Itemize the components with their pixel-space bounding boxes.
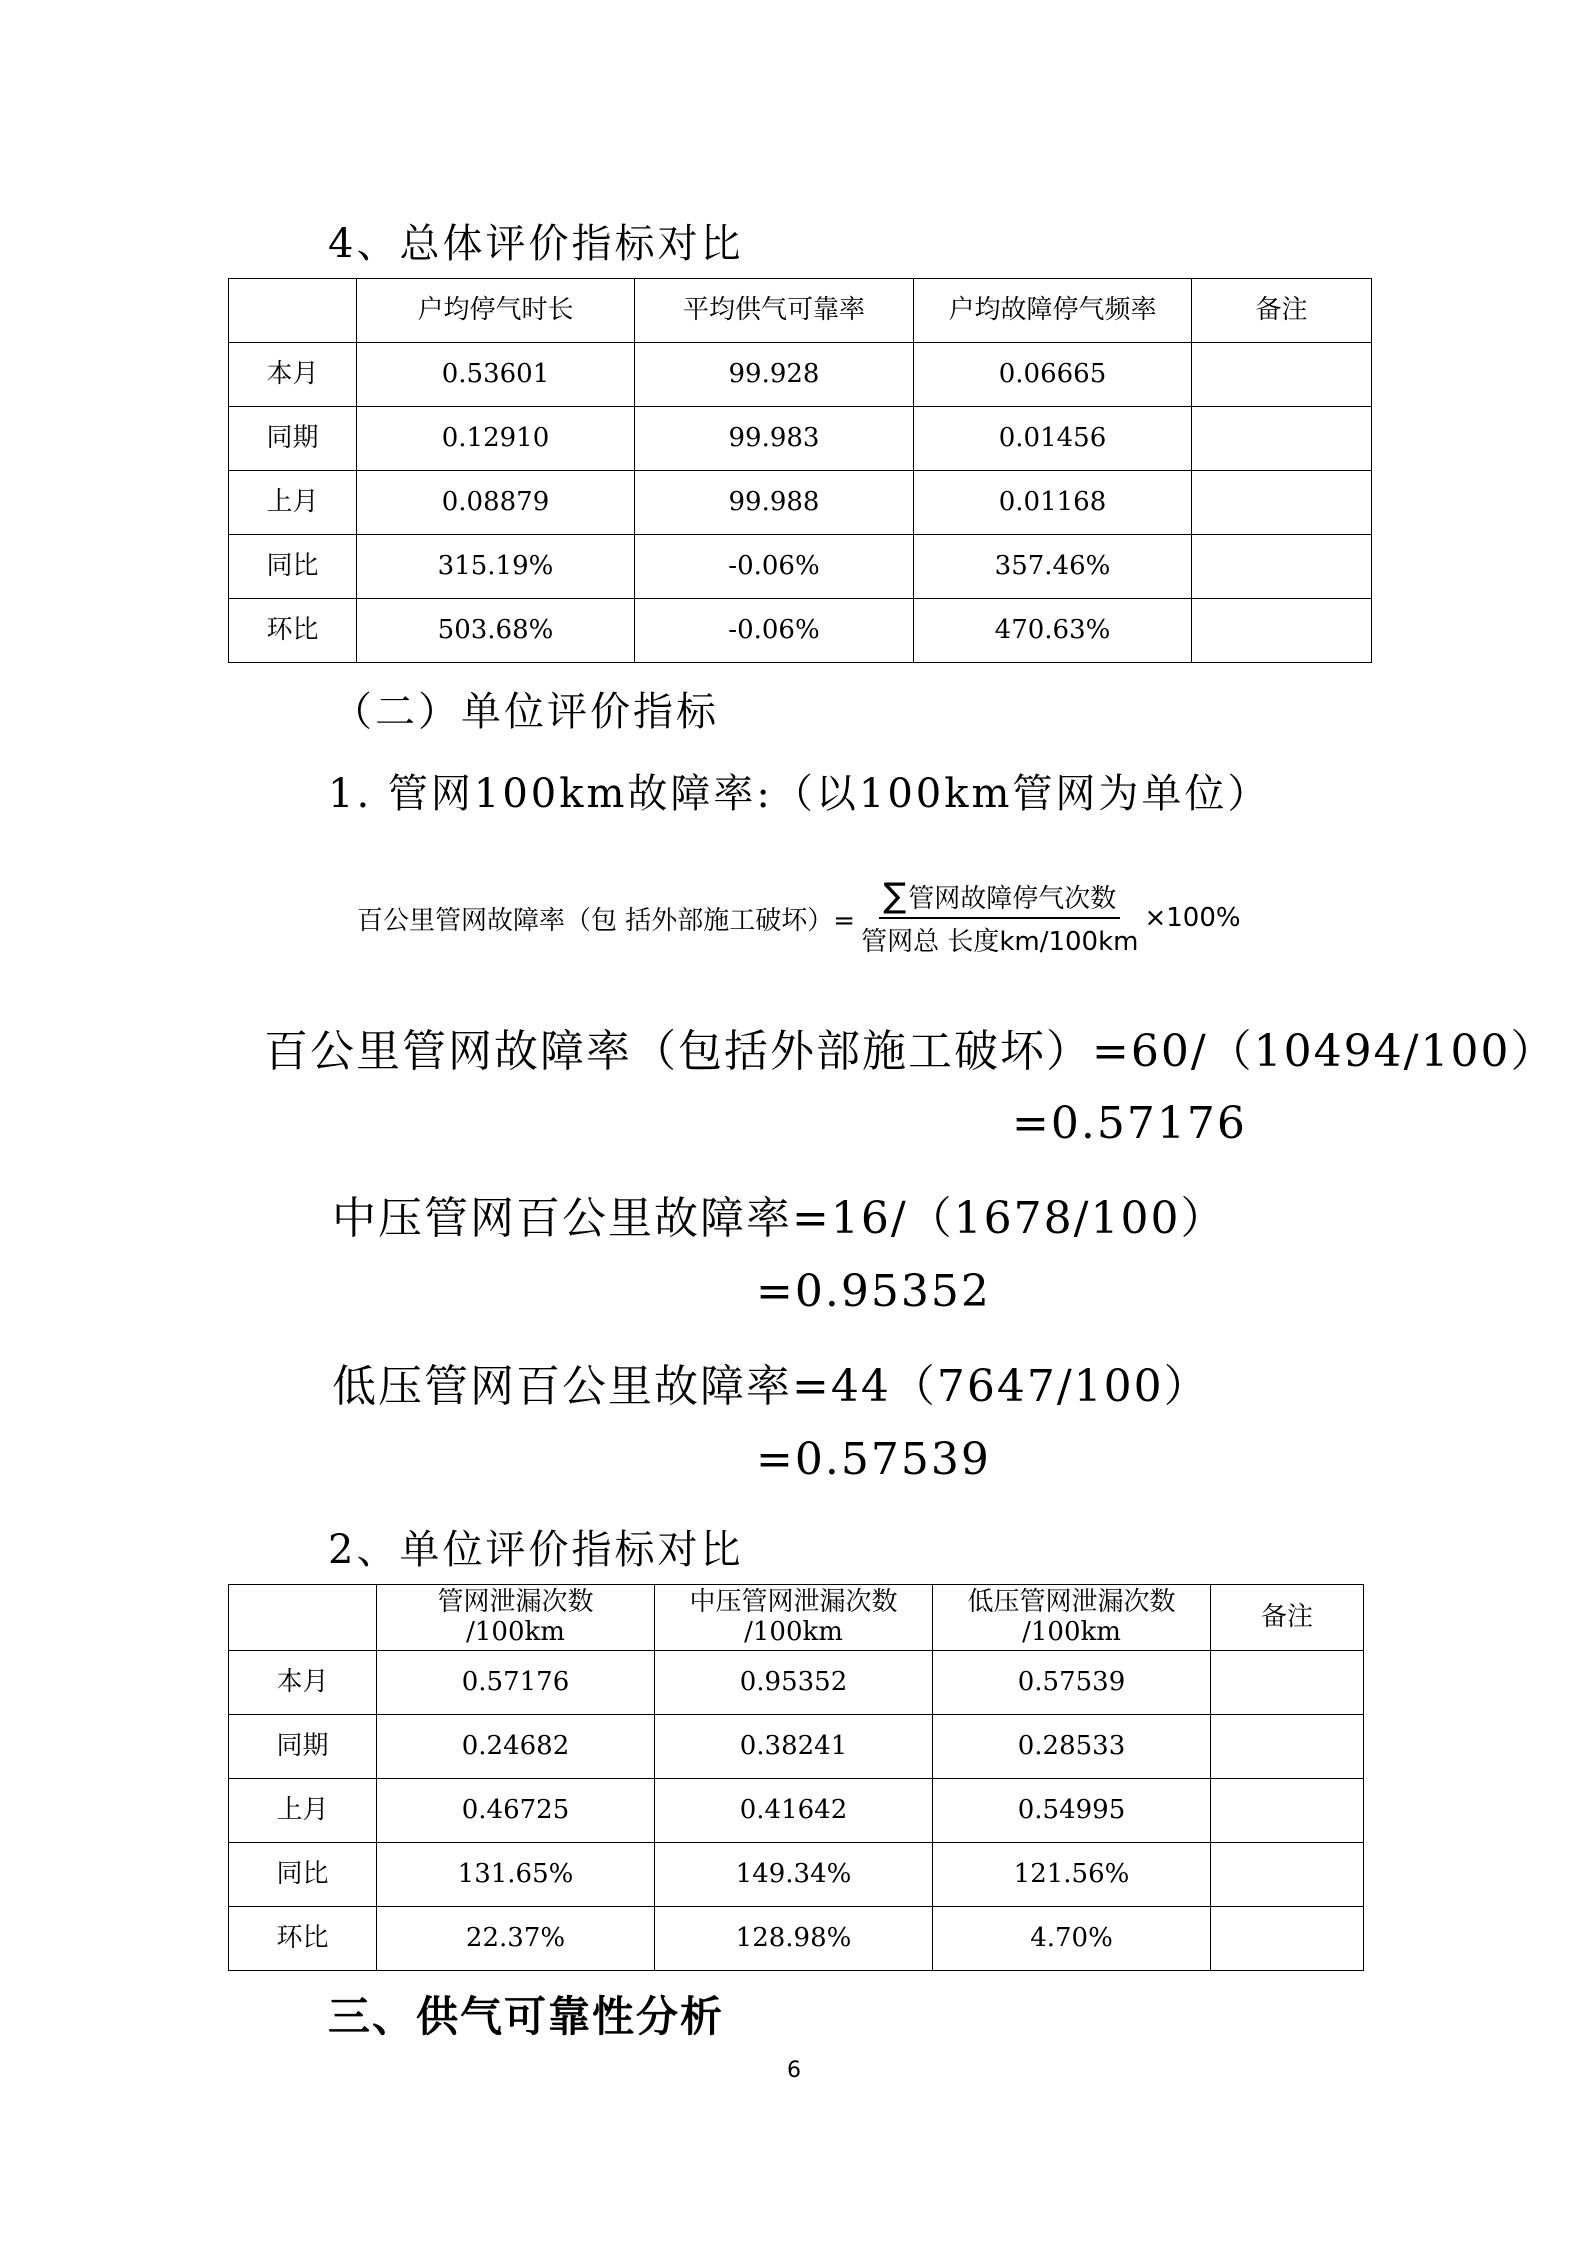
row-label: 同期 (229, 407, 357, 471)
table-cell (1211, 1907, 1364, 1971)
row-label: 同期 (229, 1715, 377, 1779)
table-cell (1192, 599, 1372, 663)
header-cell: 平均供气可靠率 (635, 279, 914, 343)
table-cell (1211, 1715, 1364, 1779)
table-cell: 121.56% (933, 1843, 1211, 1907)
overall-indicator-table (228, 278, 1372, 663)
table-cell (1211, 1651, 1364, 1715)
header-cell: 备注 (1211, 1585, 1364, 1651)
table-cell: 0.08879 (357, 471, 635, 535)
calc-line-total: 百公里管网故障率（包括外部施工破坏）=60/（10494/100） (264, 1026, 1557, 1077)
formula-denominator: 管网总 长度km/100km (861, 927, 1139, 957)
calc-result-low: =0.57539 (756, 1434, 991, 1485)
table-row (229, 1843, 1364, 1907)
fault-rate-formula (357, 878, 1241, 958)
calc-result-total: =0.57176 (1012, 1098, 1247, 1149)
table-cell: 0.01168 (914, 471, 1192, 535)
header-cell (229, 279, 357, 343)
table-cell: 0.24682 (377, 1715, 655, 1779)
subsection-title: （二）单位评价指标 (332, 689, 719, 735)
table-cell: 99.988 (635, 471, 914, 535)
table-cell: 128.98% (655, 1907, 933, 1971)
row-label: 同比 (229, 1843, 377, 1907)
table-cell: 0.06665 (914, 343, 1192, 407)
table-cell: 315.19% (357, 535, 635, 599)
table-cell (1192, 407, 1372, 471)
table-cell: 503.68% (357, 599, 635, 663)
section4-title: 4、总体评价指标对比 (328, 221, 744, 267)
header-cell: 户均停气时长 (357, 279, 635, 343)
header-cell: 管网泄漏次数 /100km (377, 1585, 655, 1651)
table-row (229, 1651, 1364, 1715)
table-row (229, 407, 1372, 471)
header-cell (229, 1585, 377, 1651)
table-cell: -0.06% (635, 535, 914, 599)
header-cell: 中压管网泄漏次数 /100km (655, 1585, 933, 1651)
table-cell (1192, 471, 1372, 535)
table-header-row (229, 279, 1372, 343)
item1-title: 1. 管网100km故障率:（以100km管网为单位） (328, 771, 1271, 817)
page-number: 6 (787, 2058, 801, 2083)
formula-fraction (861, 878, 1138, 958)
row-label: 本月 (229, 1651, 377, 1715)
table-row (229, 1907, 1364, 1971)
table-cell: 0.01456 (914, 407, 1192, 471)
table-row (229, 1779, 1364, 1843)
row-label: 上月 (229, 471, 357, 535)
table-cell (1211, 1779, 1364, 1843)
calc-line-low: 低压管网百公里故障率=44（7647/100） (332, 1361, 1210, 1412)
table-cell: 0.57176 (377, 1651, 655, 1715)
table-cell (1192, 343, 1372, 407)
table-cell: 0.46725 (377, 1779, 655, 1843)
calc-result-medium: =0.95352 (756, 1266, 991, 1317)
row-label: 本月 (229, 343, 357, 407)
table-cell: 357.46% (914, 535, 1192, 599)
table-cell: 0.28533 (933, 1715, 1211, 1779)
unit-indicator-table (228, 1584, 1364, 1971)
item2-title: 2、单位评价指标对比 (328, 1527, 744, 1573)
table-row (229, 343, 1372, 407)
calc-line-medium: 中压管网百公里故障率=16/（1678/100） (332, 1193, 1227, 1244)
table-header-row (229, 1585, 1364, 1651)
row-label: 环比 (229, 1907, 377, 1971)
table-cell: 0.53601 (357, 343, 635, 407)
formula-numerator: ∑管网故障停气次数 (879, 878, 1120, 919)
table-cell: 99.983 (635, 407, 914, 471)
table-cell: 131.65% (377, 1843, 655, 1907)
table-cell: 0.12910 (357, 407, 635, 471)
table-cell (1211, 1843, 1364, 1907)
table-row (229, 535, 1372, 599)
row-label: 环比 (229, 599, 357, 663)
row-label: 上月 (229, 1779, 377, 1843)
table-cell: 0.57539 (933, 1651, 1211, 1715)
section3-title: 三、供气可靠性分析 (328, 1992, 725, 2041)
formula-suffix: ×100% (1144, 903, 1241, 933)
table-row (229, 1715, 1364, 1779)
table-row (229, 471, 1372, 535)
header-cell: 户均故障停气频率 (914, 279, 1192, 343)
table-cell: 0.38241 (655, 1715, 933, 1779)
table-cell: 470.63% (914, 599, 1192, 663)
table-cell: 0.95352 (655, 1651, 933, 1715)
row-label: 同比 (229, 535, 357, 599)
table-cell: 149.34% (655, 1843, 933, 1907)
table-row (229, 599, 1372, 663)
table-cell (1192, 535, 1372, 599)
table-cell: 22.37% (377, 1907, 655, 1971)
header-cell: 低压管网泄漏次数 /100km (933, 1585, 1211, 1651)
table-cell: 99.928 (635, 343, 914, 407)
table-cell: 0.54995 (933, 1779, 1211, 1843)
table-cell: -0.06% (635, 599, 914, 663)
header-cell: 备注 (1192, 279, 1372, 343)
sigma-symbol: ∑ (883, 876, 907, 916)
table-cell: 4.70% (933, 1907, 1211, 1971)
table-cell: 0.41642 (655, 1779, 933, 1843)
formula-lhs: 百公里管网故障率（包 括外部施工破坏）= (357, 905, 856, 936)
